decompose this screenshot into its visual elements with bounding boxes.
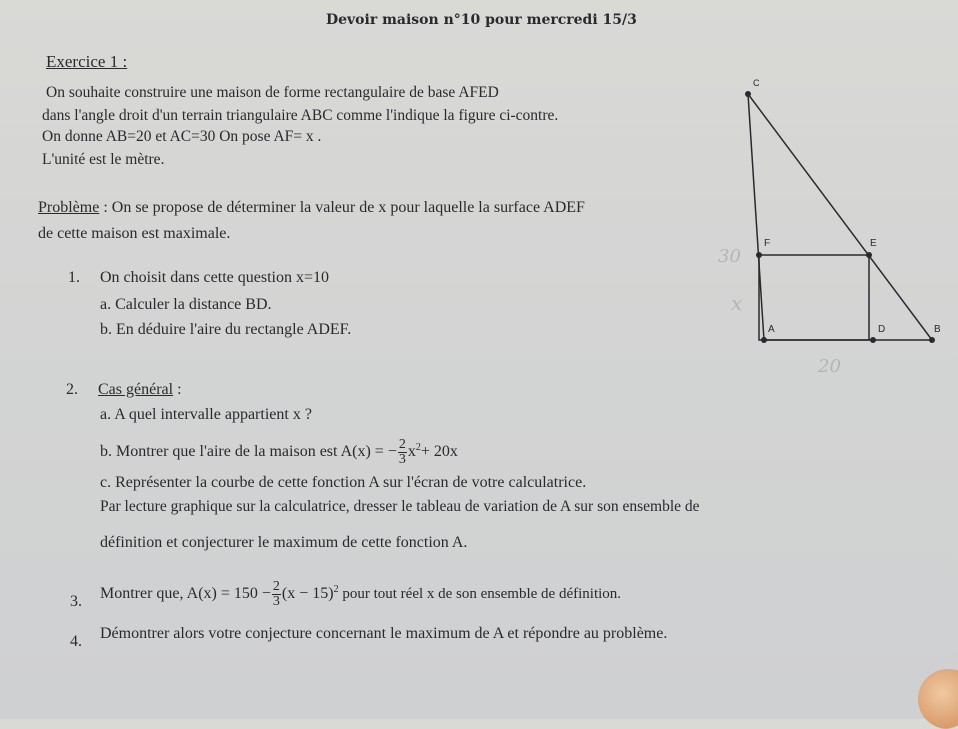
q3-frac-den: 3 xyxy=(272,594,280,609)
q4-number: 4. xyxy=(70,633,82,650)
intro-line-4: L'unité est le mètre. xyxy=(42,151,165,168)
annotation-ab: 20 xyxy=(818,356,841,377)
q3-number: 3. xyxy=(70,593,82,610)
q2-b-x: x xyxy=(407,443,416,461)
label-a: A xyxy=(768,324,775,335)
q2-c-line-3: définition et conjecturer le maximum de cette fonction A. xyxy=(100,534,468,551)
house-rectangle xyxy=(759,255,869,340)
point-f xyxy=(756,252,762,258)
intro-line-1: On souhaite construire une maison de forme rectangulaire de base AFED xyxy=(46,84,499,101)
q2-c-line-1: c. Représenter la courbe de cette fonction A sur l'écran de votre calculatrice. xyxy=(100,474,587,491)
problem-label: Problème xyxy=(38,199,100,216)
label-b: B xyxy=(934,324,941,335)
q2-b-prefix: b. Montrer que l'aire de la maison est A(x) = − xyxy=(100,443,397,461)
label-e: E xyxy=(870,238,877,249)
exercise-title: Exercice 1 : xyxy=(46,52,128,71)
label-c: C xyxy=(753,78,760,88)
q2-c-line-2: Par lecture graphique sur la calculatrice, dresser le tableau de variation de A sur son ensemble de xyxy=(100,498,700,515)
annotation-af: x xyxy=(731,291,743,315)
q3-paren: (x − 15) xyxy=(281,585,334,603)
q1-text: On choisit dans cette question x=10 xyxy=(100,269,329,286)
q1-number: 1. xyxy=(68,269,80,286)
q2-b-suffix: + 20x xyxy=(420,443,458,461)
q3-suffix: pour tout réel x de son ensemble de définition. xyxy=(338,586,622,603)
q2-number: 2. xyxy=(66,381,78,398)
page-title: Devoir maison n°10 pour mercredi 15/3 xyxy=(326,12,637,28)
point-c xyxy=(745,91,751,97)
side-cb xyxy=(748,94,932,340)
q2-b-frac-den: 3 xyxy=(398,452,406,467)
q2-a: a. A quel intervalle appartient x ? xyxy=(100,406,312,423)
q1-a: a. Calculer la distance BD. xyxy=(100,296,272,313)
point-a xyxy=(761,337,767,343)
annotation-ac: 30 xyxy=(718,246,741,267)
q2-title: Cas général xyxy=(98,381,174,398)
q3-exp: 2 xyxy=(333,583,339,595)
intro-line-2: dans l'angle droit d'un terrain triangulaire ABC comme l'indique la figure ci-contre. xyxy=(42,107,559,124)
q2-b-frac-num: 2 xyxy=(398,437,406,452)
q4-text: Démontrer alors votre conjecture concernant le maximum de A et répondre au problème. xyxy=(100,625,668,642)
label-d: D xyxy=(878,324,886,335)
point-b xyxy=(929,337,935,343)
problem-text: : On se propose de déterminer la valeur de x pour laquelle la surface ADEF xyxy=(99,199,585,216)
point-d xyxy=(870,337,876,343)
q2-b-exp: 2 xyxy=(415,441,421,453)
problem-line-2: de cette maison est maximale. xyxy=(38,225,231,242)
q3-frac-num: 2 xyxy=(272,579,280,594)
point-e xyxy=(866,252,872,258)
q3-prefix: Montrer que, A(x) = 150 − xyxy=(100,585,271,603)
intro-line-3: On donne AB=20 et AC=30 On pose AF= x . xyxy=(42,128,322,145)
q1-b: b. En déduire l'aire du rectangle ADEF. xyxy=(100,321,352,338)
label-f: F xyxy=(764,238,771,249)
q2-title-colon: : xyxy=(173,381,182,398)
side-ca xyxy=(748,94,764,340)
